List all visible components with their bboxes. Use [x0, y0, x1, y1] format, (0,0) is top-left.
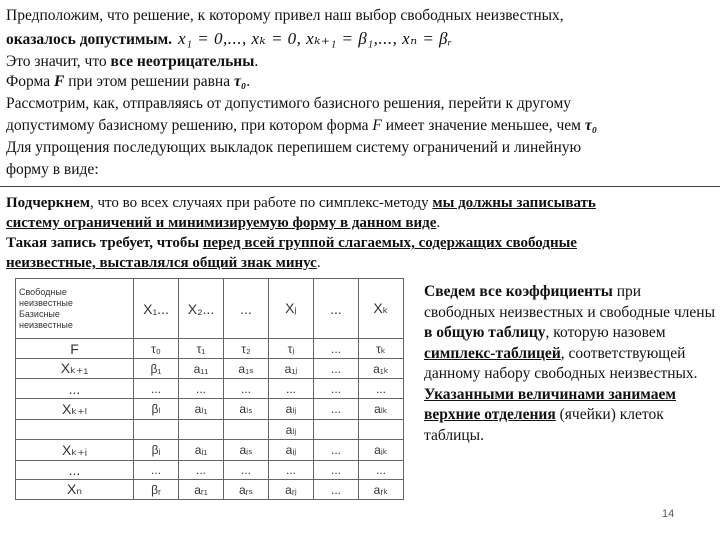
table-cell: β₁ — [134, 359, 179, 379]
table-cell: ... — [179, 461, 224, 480]
right-simplex-table-term: симплекс-таблицей — [424, 344, 561, 362]
l6-pre: допустимому базисному решению, при котором форма — [6, 117, 373, 134]
col-header: X₂... — [179, 279, 224, 339]
table-row — [16, 359, 404, 379]
table-cell: τ₀ — [134, 339, 179, 359]
table-cell: τⱼ — [269, 339, 314, 359]
form-f-2: F — [372, 117, 382, 134]
section-divider — [0, 186, 720, 187]
table-row — [16, 379, 404, 399]
col-header: X₁... — [134, 279, 179, 339]
l4-pre: Форма — [6, 73, 54, 90]
table-cell: ... — [224, 461, 269, 480]
table-cell: τ₂ — [224, 339, 269, 359]
table-cell: τ₁ — [179, 339, 224, 359]
table-row — [16, 440, 404, 461]
row-label-cell: Xₖ₊ₗ — [16, 399, 134, 420]
col-header: ... — [224, 279, 269, 339]
table-cell: aᵢₛ — [224, 440, 269, 461]
right-upper-sections: Указанными величинами занимаем верхние отделения — [424, 385, 676, 423]
note-system-form: систему ограничений и минимизируемую форму в данном виде — [6, 215, 437, 231]
table-row — [16, 339, 404, 359]
row-label-cell: Xₖ₊₁ — [16, 359, 134, 379]
note-line-1 — [6, 193, 596, 213]
intro-line-5: Рассмотрим, как, отправляясь от допустимого базисного решения, перейти к другому — [6, 95, 572, 112]
note-p4-end: . — [316, 255, 321, 271]
table-cell: aᵢⱼ — [269, 440, 314, 461]
row-label-cell: ... — [16, 379, 134, 399]
nonnegative-phrase: все неотрицательны — [110, 53, 255, 70]
table-row — [16, 420, 404, 440]
tau-zero-2: τ₀ — [584, 117, 598, 134]
table-cell — [179, 420, 224, 440]
table-cell: aₗₛ — [224, 399, 269, 420]
simplex-table — [15, 278, 404, 500]
note-emphasis: Подчеркнем — [6, 195, 90, 211]
l4-post: . — [246, 73, 251, 90]
intro-line-3 — [6, 52, 258, 72]
table-cell — [224, 420, 269, 440]
row-label-cell: F — [16, 339, 134, 359]
right-s2-text: (ячейки) клеток таблицы. — [424, 406, 664, 444]
intro-line-4 — [6, 72, 250, 92]
l3-pre: Это значит, что — [6, 53, 111, 70]
table-row — [16, 480, 404, 500]
table-cell: aᵢₖ — [359, 440, 404, 461]
l3-post: . — [254, 53, 259, 70]
row-label-cell — [16, 420, 134, 440]
right-reduce-all: Сведем все коэффициенты — [424, 283, 613, 300]
table-cell — [134, 420, 179, 440]
solution-formula: x₁ = 0,..., xₖ = 0, xₖ₊₁ = β₁,..., xₙ = βᵣ — [178, 29, 453, 48]
table-cell: a₁ₛ — [224, 359, 269, 379]
table-cell: aᵣⱼ — [269, 480, 314, 500]
table-cell: ... — [179, 379, 224, 399]
table-cell: a₁₁ — [179, 359, 224, 379]
table-cell: ... — [314, 461, 359, 480]
note-must-write: мы должны записывать — [432, 195, 596, 211]
page-number: 14 — [662, 508, 675, 520]
table-cell: aₗ₁ — [179, 399, 224, 420]
row-label-cell: Xₙ — [16, 480, 134, 500]
note-p2-end: . — [436, 215, 441, 231]
table-cell: ... — [314, 399, 359, 420]
table-cell: ... — [359, 379, 404, 399]
table-cell: aᵣ₁ — [179, 480, 224, 500]
note-line-3 — [6, 233, 577, 253]
right-s1-text: при свободных неизвестных и свободные члены — [424, 283, 715, 321]
note-line-2 — [6, 213, 440, 233]
table-cell: aₗⱼ — [269, 420, 314, 440]
right-s1-text3: , соответствующей данному набору свободных неизвестных. — [424, 344, 698, 382]
tau-zero: τ₀ — [233, 73, 247, 90]
table-cell: aᵢ₁ — [179, 440, 224, 461]
table-cell — [359, 420, 404, 440]
row-label-cell: ... — [16, 461, 134, 480]
intro-line-6 — [6, 116, 597, 136]
intro-line-2 — [6, 29, 453, 50]
l6-mid: имеет значение меньшее, чем — [381, 117, 585, 134]
header-free-1: Свободные — [19, 286, 67, 297]
note-line-4 — [6, 253, 321, 273]
table-cell: ... — [269, 461, 314, 480]
table-cell: a₁ⱼ — [269, 359, 314, 379]
table-cell: a₁ₖ — [359, 359, 404, 379]
table-cell — [314, 420, 359, 440]
table-cell: βᵣ — [134, 480, 179, 500]
table-cell: ... — [224, 379, 269, 399]
table-cell: ... — [314, 359, 359, 379]
table-cell: ... — [314, 440, 359, 461]
table-cell: aᵣₛ — [224, 480, 269, 500]
table-cell: βₗ — [134, 399, 179, 420]
note-before-group: перед всей группой слагаемых, содержащих свободные — [202, 235, 577, 251]
table-cell: βᵢ — [134, 440, 179, 461]
col-header: Xⱼ — [269, 279, 314, 339]
row-label-cell: Xₖ₊ᵢ — [16, 440, 134, 461]
table-cell: aᵣₖ — [359, 480, 404, 500]
col-header: ... — [314, 279, 359, 339]
right-explanation — [424, 282, 716, 446]
header-basic-2: неизвестные — [19, 319, 73, 330]
intro-line-1: Предположим, что решение, к которому привел наш выбор свободных неизвестных, — [6, 7, 564, 24]
table-cell: τₖ — [359, 339, 404, 359]
table-cell: ... — [314, 339, 359, 359]
table-cell: aₗⱼ — [269, 399, 314, 420]
header-corner-cell — [16, 279, 134, 339]
table-cell: ... — [314, 379, 359, 399]
table-cell: aₗₖ — [359, 399, 404, 420]
right-common-table: в общую таблицу — [424, 324, 546, 341]
col-header: Xₖ — [359, 279, 404, 339]
note-p1-text: , что во всех случаях при работе по симплекс-методу — [89, 195, 433, 211]
note-minus-sign: неизвестные, выставлялся общий знак минус — [6, 255, 317, 271]
admissible-phrase: оказалось допустимым. — [6, 31, 173, 48]
table-row — [16, 461, 404, 480]
table-cell: ... — [134, 461, 179, 480]
table-row — [16, 399, 404, 420]
intro-line-8: форму в виде: — [6, 161, 99, 178]
table-cell: ... — [359, 461, 404, 480]
intro-line-7: Для упрощения последующих выкладок перепишем систему ограничений и линейную — [6, 139, 582, 156]
header-basic-1: Базисные — [19, 308, 60, 319]
table-cell: ... — [269, 379, 314, 399]
right-s1-text2: , которую назовем — [545, 324, 666, 341]
form-f: F — [53, 73, 65, 90]
table-cell: ... — [314, 480, 359, 500]
header-free-2: неизвестные — [19, 297, 73, 308]
table-cell: ... — [134, 379, 179, 399]
l4-mid: при этом решении равна — [64, 73, 234, 90]
table-header-row — [16, 279, 404, 339]
note-requires: Такая запись требует, чтобы — [6, 235, 203, 251]
